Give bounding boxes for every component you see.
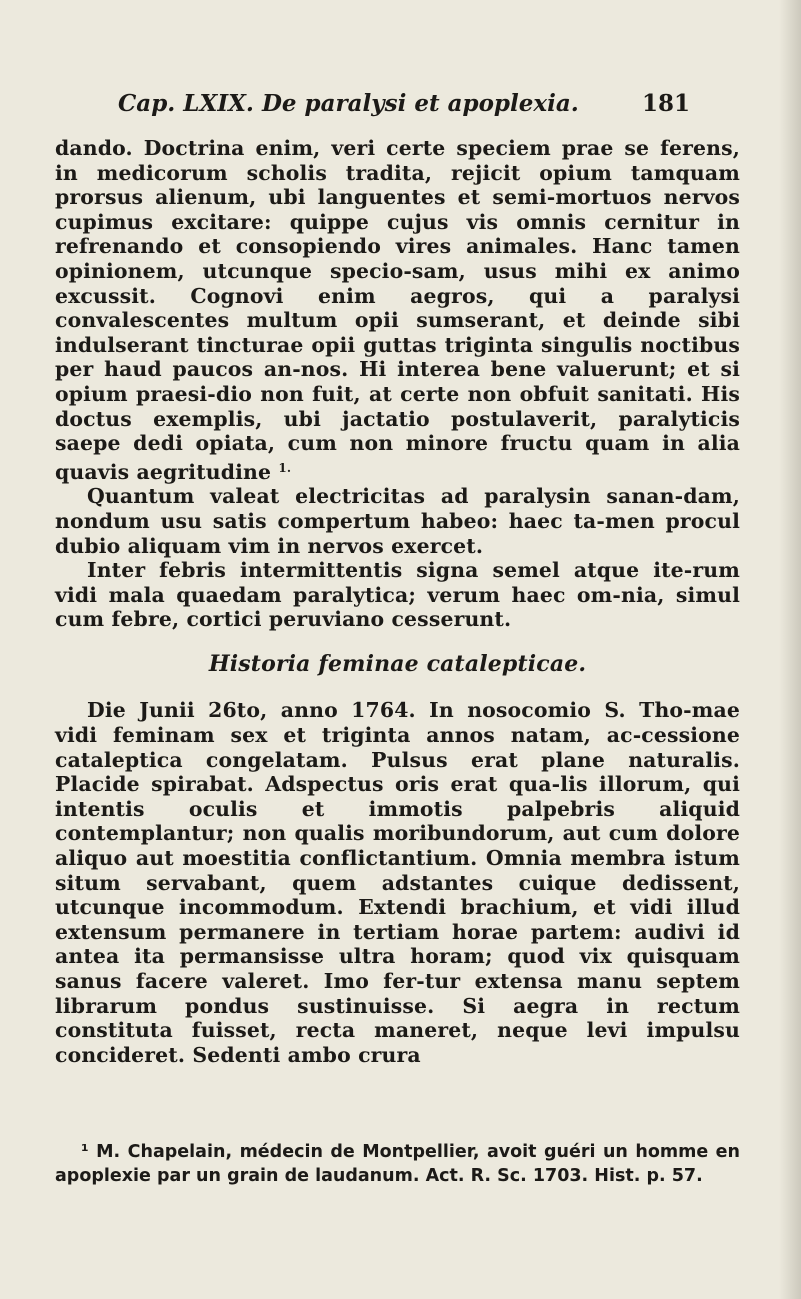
paragraph-history: Die Junii 26to, anno 1764. In nosocomio S. Tho-mae vidi feminam sex et triginta annos natam, ac-cessione cataleptica congelatam. Pulsus erat plane naturalis. Placide spirabat. Adspectus oris erat qua-lis illorum, qui intentis oculis et immotis palpebris aliquid contemplantur; non qualis moribundorum, aut cum dolore aliquo aut moestitia conflictantium. Omnia membra istum situm servabant, quem adstantes cuique dedissent, utcunque incommodum. Extendi brachium, et vidi illud extensum permanere in tertiam horae partem: audivi id antea ita permansisse ultra horam; quod vix quisquam sanus facere valeret. Imo fer-tur extensa manu septem librarum pondus sustinuisse. Si aegra in rectum constituta fuisset, recta maneret, neque levi impulsu concideret. Sedenti ambo crura	[55, 698, 740, 1067]
section-heading: Historia feminae catalepticae.	[208, 650, 587, 677]
paragraph-electricity: Quantum valeat electricitas ad paralysin sanan-dam, nondum usu satis compertum habeo: haec ta-men procul dubio aliquam vim in nervos exercet.	[55, 484, 740, 558]
paragraph-fever: Inter febris intermittentis signa semel atque ite-rum vidi mala quaedam paralytica; verum haec om-nia, simul cum febre, cortici peruviano cesserunt.	[55, 558, 740, 632]
main-text	[55, 136, 740, 1067]
paragraph-opium: dando. Doctrina enim, veri certe speciem prae se ferens, in medicorum scholis tradita, rejicit opium tamquam prorsus alienum, ubi languentes et semi-mortuos nervos cupimus excitare: quippe cujus vis omnis cernitur in refrenando et consopiendo vires animales. Hanc tamen opinionem, utcunque specio-sam, usus mihi ex animo excussit. Cognovi enim aegros, qui a paralysi convalescentes multum opii sumserant, et deinde sibi indulserant tincturae opii guttas triginta singulis noctibus per haud paucos an-nos. Hi interea bene valuerunt; et si opium praesi-dio non fuit, at certe non obfuit sanitati. His doctus exemplis, ubi jactatio postulaverit, paralyticis saepe dedi opiata, cum non minore fructu quam in alia quavis aegritudine $^{1.}$	[55, 136, 740, 484]
page-edge-shadow	[779, 0, 801, 1299]
footnote-text: ¹ M. Chapelain, médecin de Montpellier, avoit guéri un homme en apoplexie par un grain de laudanum. Act. R. Sc. 1703. Hist. p. 57.	[55, 1142, 740, 1186]
running-header	[118, 90, 690, 124]
footnote-reference: 1.	[278, 460, 292, 475]
page-number: 181	[641, 90, 690, 117]
running-title: Cap. LXIX. De paralysi et apoplexia.	[118, 90, 579, 117]
footnote	[55, 1140, 740, 1188]
